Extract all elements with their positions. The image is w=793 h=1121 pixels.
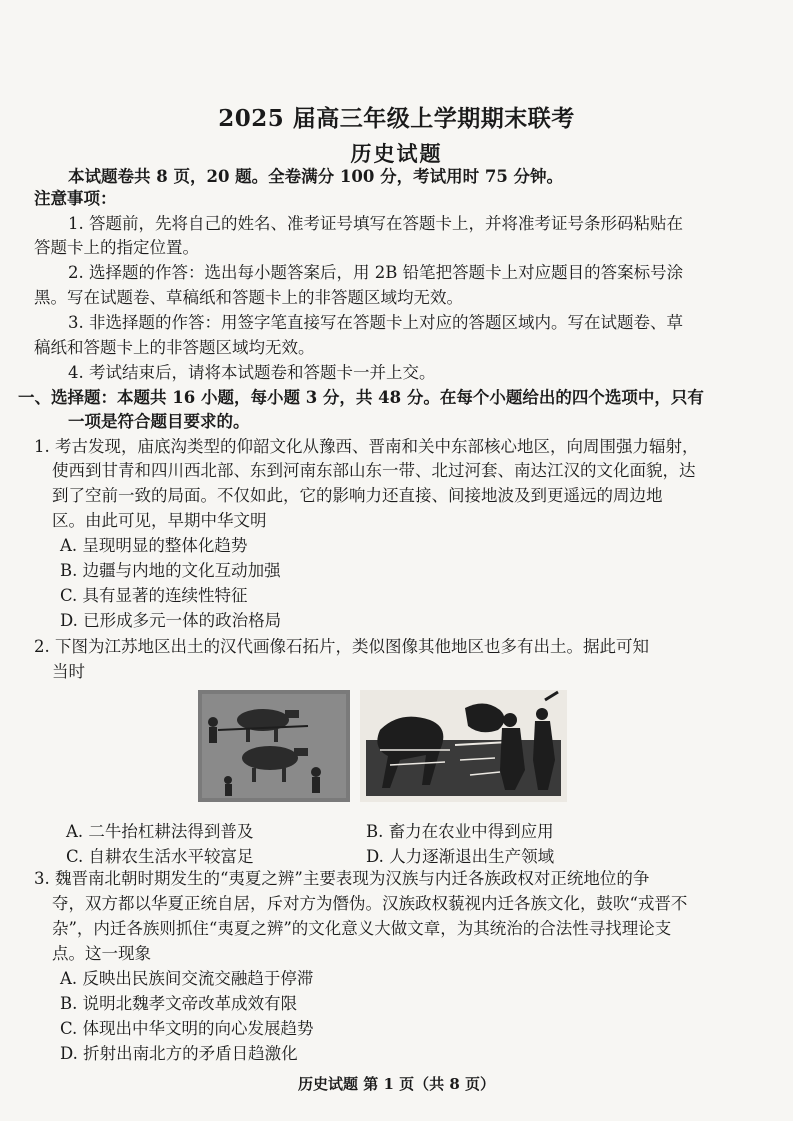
question-3-stem: 3. 魏晋南北朝时期发生的“夷夏之辨”主要表现为汉族与内迁各族政权对正统地位的争 (34, 869, 650, 888)
page-footer: 历史试题 第 1 页（共 8 页） (298, 1075, 495, 1093)
question-1-option-b: B. 边疆与内地的文化互动加强 (60, 561, 281, 580)
rubbing-image-left (198, 690, 350, 802)
question-1-stem: 到了空前一致的局面。不仅如此，它的影响力还直接、间接地波及到更遥远的周边地 (52, 486, 663, 505)
question-3-option-c: C. 体现出中华文明的向心发展趋势 (60, 1019, 314, 1038)
question-2-stem: 2. 下图为江苏地区出土的汉代画像石拓片，类似图像其他地区也多有出土。据此可知 (34, 637, 649, 656)
question-3-stem: 杂”，内迁各族则抓住“夷夏之辨”的文化意义大做文章，为其统治的合法性寻找理论支 (52, 919, 672, 938)
exam-title: 2025 届高三年级上学期期末联考 (218, 105, 575, 132)
notice-line: 黑。写在试题卷、草稿纸和答题卡上的非答题区域均无效。 (34, 288, 463, 307)
notice-heading: 注意事项： (34, 189, 117, 208)
question-3-stem: 点。这一现象 (52, 944, 151, 963)
notice-line: 3. 非选择题的作答：用签字笔直接写在答题卡上对应的答题区域内。写在试题卷、草 (68, 313, 683, 332)
question-1-stem: 使西到甘青和四川西北部、东到河南东部山东一带、北过河套、南达江汉的文化面貌，达 (52, 461, 696, 480)
exam-subtitle: 历史试题 (350, 141, 443, 166)
section-heading: 一、选择题：本题共 16 小题，每小题 3 分，共 48 分。在每个小题给出的四个选项中，只有 (18, 388, 704, 407)
question-2-stem: 当时 (52, 662, 85, 681)
question-3-option-b: B. 说明北魏孝文帝改革成效有限 (60, 994, 298, 1013)
question-1-stem: 1. 考古发现，庙底沟类型的仰韶文化从豫西、晋南和关中东部核心地区，向周围强力辐射， (34, 437, 699, 456)
question-3-option-a: A. 反映出民族间交流交融趋于停滞 (60, 969, 314, 988)
notice-line: 4. 考试结束后，请将本试题卷和答题卡一并上交。 (68, 363, 436, 382)
question-1-option-a: A. 呈现明显的整体化趋势 (60, 536, 248, 555)
rubbing-image-right (360, 690, 567, 802)
question-1-option-c: C. 具有显著的连续性特征 (60, 586, 248, 605)
question-3-option-d: D. 折射出南北方的矛盾日趋激化 (60, 1044, 298, 1063)
question-1-stem: 区。由此可见，早期中华文明 (52, 511, 267, 530)
question-2-option-a: A. 二牛抬杠耕法得到普及 (66, 822, 254, 841)
notice-line: 答题卡上的指定位置。 (34, 238, 199, 257)
question-2-option-b: B. 畜力在农业中得到应用 (366, 822, 554, 841)
notice-line: 1. 答题前，先将自己的姓名、准考证号填写在答题卡上，并将准考证号条形码粘贴在 (68, 214, 683, 233)
question-2-option-d: D. 人力逐渐退出生产领域 (366, 847, 555, 866)
question-2-option-c: C. 自耕农生活水平较富足 (66, 847, 254, 866)
question-1-option-d: D. 已形成多元一体的政治格局 (60, 611, 282, 630)
section-heading-cont: 一项是符合题目要求的。 (68, 412, 250, 431)
notice-line: 稿纸和答题卡上的非答题区域均无效。 (34, 338, 315, 357)
notice-line: 2. 选择题的作答：选出每小题答案后，用 2B 铅笔把答题卡上对应题目的答案标号涂 (68, 263, 684, 282)
exam-info: 本试题卷共 8 页，20 题。全卷满分 100 分，考试用时 75 分钟。 (68, 167, 564, 186)
question-3-stem: 夺，双方都以华夏正统自居，斥对方为僭伪。汉族政权藐视内迁各族文化，鼓吹“戎晋不 (52, 894, 688, 913)
